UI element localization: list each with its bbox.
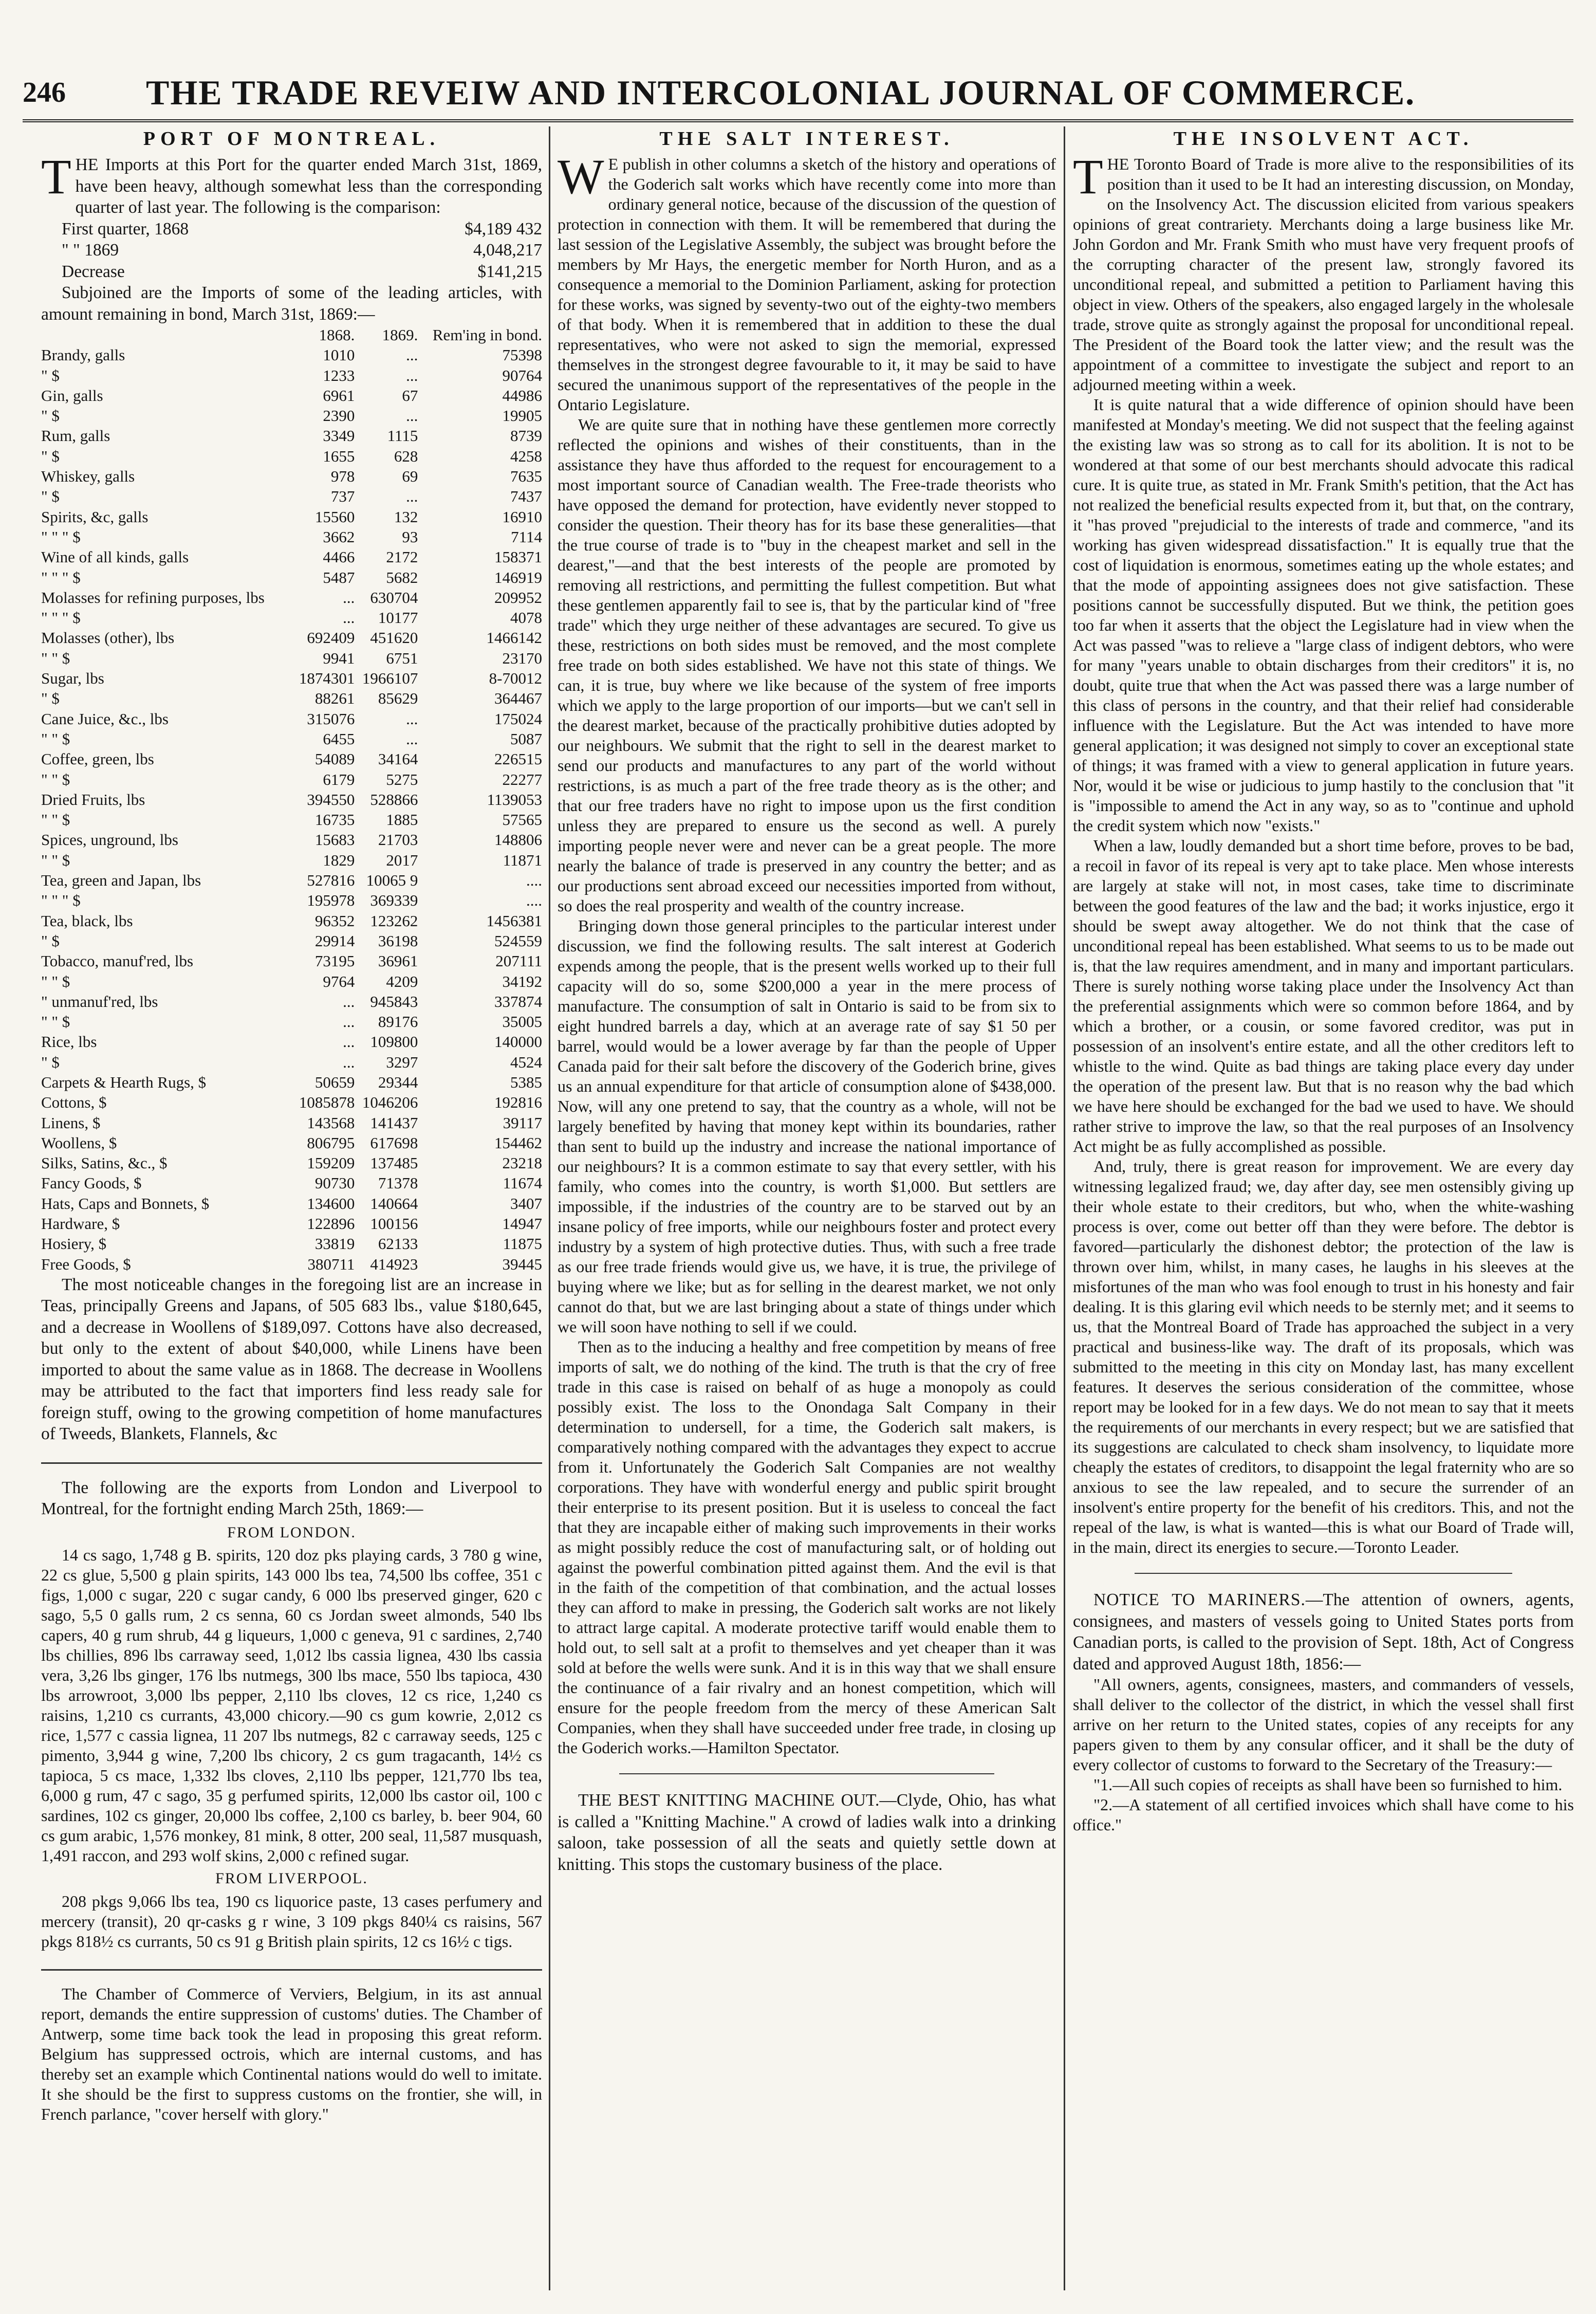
salt-paragraph-1: WE publish in other columns a sketch of the history and operations of the Goderich salt works which have recently come into more than ordinary general notice, because of the discussion of the question of protection in connection with them. It will be remembered that during the last session of the Legislative Assembly, the subject was brought before the members by Mr Hays, the energetic member for North Huron, and as a consequence a memorial to the Dominion Parliament, asking for protection for these works, was signed by seventy-two out of the eighty-two members of that body. When it is remembered that in addition to these the dual representatives, who were not asked to sign the memorial, expressed themselves in the strongest degree favourable to it, it may be said to have secured the unanimous support of the representatives of the people in the Ontario Legislature. (558, 149, 1056, 414)
import-value: 100156 (370, 1215, 418, 1233)
import-value: 15683 (314, 831, 355, 849)
article-name: " " $ (41, 811, 70, 829)
import-value: 4258 (510, 447, 542, 465)
article-name: Tobacco, manuf'red, lbs (41, 952, 194, 970)
section-divider (41, 1462, 542, 1464)
import-value: 10177 (378, 609, 418, 627)
table-row (41, 507, 542, 527)
import-value: 207111 (495, 952, 542, 970)
import-value: 122896 (307, 1215, 355, 1233)
exports-intro: The following are the exports from London and Liverpool to Montreal, for the fortnight ending March 25th, 1869:— (41, 1478, 542, 1519)
table-row (41, 486, 542, 506)
insolvent-paragraph-3: When a law, loudly demanded but a short time before, proves to be bad, a recoil in favor of its repeal is very apt to take place. Men whose interests are largely at stake will not, in most cases, take time to discriminate between the good features of the law and the bad; it works injustice, ergo it should be swept away altogether. We do not think that the case of unconditional repeal has been established. What seems to us to be made out is, that the law requires amendment, and in many and important particulars. There is surely nothing worse taking place under the Insolvency Act than the preferential assignments which were so common before 1864, and by which a brother, or a cousin, or some favored creditor, was put in possession of an insolvent's entire estate, and all the other creditors left to whistle to the wind. Quite as bad things are taking place every day under the operation of the present law. But that is no reason why the bad which we have here should be exchanged for the bad we used to have. We should rather strive to improve the law, so that the real purposes of an Insolvency Act might be as fully accomplished as possible. (1073, 836, 1574, 1155)
table-row (41, 1052, 542, 1072)
import-value: 15560 (314, 507, 355, 526)
article-name: Woollens, $ (41, 1133, 117, 1152)
import-value: 1046206 (362, 1093, 418, 1112)
import-value: 69 (402, 467, 418, 486)
article-name: " $ (41, 366, 60, 384)
import-value: 8739 (510, 427, 542, 445)
table-row (41, 789, 542, 810)
import-comparison (41, 218, 542, 283)
insolvent-paragraph-1: THE Toronto Board of Trade is more alive to the responsibilities of its position than it used to be It had an interesting discussion, on Monday, on the Insolvency Act. The discussion elicited from various speakers opinions of great contrariety. Merchants doing a large business like Mr. John Gordon and Mr. Frank Smith who must have very frequent proofs of the corrupting character of the present law, strongly favored its unconditional repeal, and submitted a petition to Parliament having this object in view. Others of the speakers, also engaged largely in the wholesale trade, strove quite as strongly against the proposal for unconditional repeal. The President of the Board took the latter view; and the result was the appointment of a committee to investigate the subject and report to an adjourned meeting within a week. (1073, 149, 1574, 394)
import-value: 14947 (502, 1215, 542, 1233)
notice-lead: NOTICE TO MARINERS. (1093, 1590, 1306, 1609)
import-value: 36198 (378, 931, 418, 950)
article-name: " " " $ (41, 568, 81, 586)
import-value: 89176 (378, 1013, 418, 1031)
import-value: 315076 (307, 709, 355, 728)
import-value: 6179 (323, 770, 355, 788)
article-name: Wine of all kinds, galls (41, 548, 189, 566)
import-value: 737 (330, 487, 355, 506)
article-name: Tea, green and Japan, lbs (41, 871, 201, 890)
import-value: 1085878 (299, 1093, 355, 1112)
import-value: 33819 (314, 1235, 355, 1253)
import-value: 3407 (510, 1194, 542, 1213)
table-row (41, 850, 542, 870)
import-value: 4078 (510, 609, 542, 627)
import-value: 75398 (502, 346, 542, 364)
table-row (41, 931, 542, 951)
table-row (41, 547, 542, 567)
header-rule (23, 119, 1573, 122)
article-name: Spirits, &c, galls (41, 507, 149, 526)
article-name: " " $ (41, 770, 70, 788)
article-name: " " $ (41, 1013, 70, 1031)
import-value: ... (406, 346, 418, 364)
import-value: 109800 (370, 1033, 418, 1051)
article-name: " $ (41, 931, 60, 950)
import-value: 3297 (386, 1053, 418, 1071)
article-name: Silks, Satins, &c., $ (41, 1154, 168, 1172)
import-value: 71378 (378, 1174, 418, 1192)
table-row (41, 446, 542, 466)
salt-paragraph-4: Then as to the inducing a healthy and free competition by means of free imports of salt, we do nothing of the kind. The truth is that the cry of free trade in this case is raised on behalf of as huge a monopoly as could possibly exist. The loss to the Onondaga Salt Company in their determination to undersell, for a time, the Goderich salt makers, is comparatively nothing compared with the advantages they expect to accrue from it. Unfortunately the Goderich Salt Companies are not wealthy corporations. They have with wonderful energy and public spirit brought their enterprise to its present position. But it is useless to conceal the fact that they are incapable either of making such improvements in their works as might possibly reduce the cost of manufacturing salt, or of holding out against the powerful combination pitted against them. And the evil is that in the faith of the competition of that combination, and the actual losses they can afford to make in pressing, the Goderich salt works are not likely to attract large capital. A moderate protective tariff would enable them to hold out, to sell salt at a profit to themselves and yet cheaper than it was sold at before the wells were sunk. And it is in this way that we shall ensure the continuance of a fair rivalry and an honest competition, which will ensure for the people freedom from the mercy of these American Salt Companies, when they shall have succeeded under free trade, in closing up the Goderich works.—Hamilton Spectator. (558, 1337, 1056, 1757)
import-value: 88261 (314, 689, 355, 708)
import-value: 19905 (502, 407, 542, 425)
import-value: 1829 (323, 851, 355, 869)
import-value: ... (343, 1033, 355, 1051)
article-name: Molasses (other), lbs (41, 629, 175, 647)
import-value: 11674 (503, 1174, 542, 1192)
import-value: 16735 (314, 811, 355, 829)
import-value: 978 (330, 467, 355, 486)
import-value: 141437 (370, 1113, 418, 1132)
import-value: ... (406, 729, 418, 748)
comparison-value: $141,215 (477, 262, 542, 281)
article-name: Sugar, lbs (41, 669, 104, 688)
import-value: 23218 (502, 1154, 542, 1172)
page-number: 246 (23, 77, 66, 108)
import-value: 16910 (502, 507, 542, 526)
table-row (41, 810, 542, 830)
article-name: " unmanuf'red, lbs (41, 992, 158, 1011)
import-value: 1655 (323, 447, 355, 465)
import-value: 4466 (323, 548, 355, 566)
import-value: ... (406, 407, 418, 425)
table-row (41, 749, 542, 769)
from-london-text: 14 cs sago, 1,748 g B. spirits, 120 doz pks playing cards, 3 780 g wine, 22 cs glue, 5,500 g plain spirits, 143 000 lbs tea, 74,500 lbs coffee, 351 c figs, 1,000 c sugar, 220 c sugar candy, 6 000 lbs preserved ginger, 620 c sago, 5,5 0 galls rum, 2 cs senna, 60 cs Jordan sweet almonds, 540 lbs capers, 40 g rum shrub, 44 g liqueurs, 1,000 c geneva, 91 c sardines, 2,740 lbs chillies, 896 lbs carraway seed, 1,012 lbs cassia lignea, 430 lbs cassia vera, 3,26 lbs ginger, 176 lbs nutmegs, 300 lbs mace, 550 lbs tapioca, 430 lbs arrowroot, 3,000 lbs pepper, 2,110 lbs cloves, 12 cs rice, 1,240 cs raisins, 1,210 cs currants, 43,000 chicory.—90 cs gum kowrie, 2,012 cs rice, 1,577 c cassia lignea, 11 207 lbs nutmegs, 82 c carraway seeds, 125 c pimento, 3,944 g wine, 7,200 lbs chicory, 2 cs gum tragacanth, 14½ cs tapioca, 5 cs mace, 1,332 lbs cloves, 2,110 lbs pepper, 121,770 lbs tea, 6,000 g rum, 47 c sago, 35 g perfumed spirits, 12,000 lbs castor oil, 100 c sardines, 102 cs ginger, 20,000 lbs coffee, 2,100 cs barley, b. beer 904, 60 cs gum arabic, 1,576 monkey, 81 mink, 8 otter, 200 seal, 11,587 musquash, 1,491 raccon, and 293 wolf skins, 2,000 c refined sugar. (41, 1546, 542, 1865)
import-value: ... (406, 709, 418, 728)
article-name: Hardware, $ (41, 1215, 120, 1233)
article-name: " $ (41, 689, 60, 708)
port-intro: THE Imports at this Port for the quarter ended March 31st, 1869, have been heavy, although somewhat less than the corresponding quarter of last year. The following is the comparison: (41, 149, 542, 217)
import-value: 23170 (502, 649, 542, 667)
article-name: " " $ (41, 972, 70, 990)
table-row (41, 1032, 542, 1052)
article-name: " " $ (41, 649, 70, 667)
section-divider (1135, 1573, 1512, 1574)
article-name: Whiskey, galls (41, 467, 135, 486)
port-of-montreal-heading: PORT OF MONTREAL. (143, 128, 440, 150)
import-value: ... (343, 588, 355, 607)
import-value: 3349 (323, 427, 355, 445)
article-name: Coffee, green, lbs (41, 750, 154, 768)
table-row (41, 769, 542, 789)
import-value: 90764 (502, 366, 542, 384)
import-value: 451620 (370, 629, 418, 647)
import-value: 617698 (370, 1133, 418, 1152)
import-value: 22277 (502, 770, 542, 788)
import-value: 36961 (378, 952, 418, 970)
article-name: " " $ (41, 729, 70, 748)
from-liverpool-text: 208 pkgs 9,066 lbs tea, 190 cs liquorice paste, 13 cases perfumery and mercery (transit), 20 qr-casks g r wine, 3 109 pkgs 840¼ cs raisins, 567 pkgs 818½ cs currants, 50 cs 91 g British plain spirits, 12 cs 16½ c tigs. (41, 1891, 542, 1951)
table-row (41, 466, 542, 486)
table-row (41, 628, 542, 648)
table-row (41, 911, 542, 931)
article-name: Carpets & Hearth Rugs, $ (41, 1073, 207, 1091)
salt-paragraph-2: We are quite sure that in nothing have these gentlemen more correctly reflected the opinions and wishes of their constituents, than in the assistance they have thus afforded to the request for encouragement to a most important source of Canadian wealth. The Free-trade theorists who have opposed the demand for protection, have evidently never stopped to consider the question. Their theory has for its base these generalities—that the true course of trade is to "buy in the cheapest market and sell in the dearest,"—and that the best interests of the people are promoted by removing all restrictions, and permitting the fullest competition. But what these gentlemen apparently fail to see is, that by the particular kind of "free trade" which they urge neither of these advantages are secured. To give us these, restrictions on both sides must be removed, and the most complete free trade on both sides established. We have not this state of things. We can, it is true, buy where we like because of the system of free imports which we apply to the large proportion of our imports—but we can't sell in the dearest market, because of the practically prohibitive duties adopted by our neighbours. We submit that the right to sell in the dearest market to send our products and manufactures to any part of the world without restrictions, is as much a part of the free trade theory as is the other; and that our free traders have no right to impose upon us the first condition unless they are prepared to ensure us the second as well. A purely importing people never were and never can be a great people. The more nearly the balance of trade is preserved in any country the better; and as our productions sent abroad exceed our necessities imported from without, so does the real prosperity and wealth of the country increase. (558, 415, 1056, 915)
import-value: 1115 (387, 427, 418, 445)
notice-item-2: "2.—A statement of all certified invoices which shall have come to his office." (1073, 1795, 1574, 1834)
comparison-row (62, 218, 542, 240)
import-value: 527816 (307, 871, 355, 890)
table-row (41, 1254, 542, 1274)
section-divider (41, 1969, 542, 1971)
import-value: 132 (394, 507, 418, 526)
table-row (41, 1072, 542, 1092)
import-value: 6961 (323, 386, 355, 405)
import-value: 5487 (323, 568, 355, 586)
table-row (41, 648, 542, 668)
import-value: 337874 (494, 992, 542, 1011)
import-value: .... (526, 871, 542, 890)
table-row (41, 1092, 542, 1112)
import-value: 628 (394, 447, 418, 465)
import-value: 159209 (307, 1154, 355, 1172)
table-header-cell: Rem'ing in bond. (432, 326, 542, 344)
article-name: Free Goods, $ (41, 1255, 131, 1273)
table-row (41, 426, 542, 446)
import-value: 35005 (502, 1013, 542, 1031)
imports-table (41, 325, 542, 1274)
import-value: 945843 (370, 992, 418, 1011)
column-2 (558, 126, 1056, 2290)
import-value: 134600 (307, 1194, 355, 1213)
import-value: 6455 (323, 729, 355, 748)
import-value: 1466142 (486, 629, 542, 647)
import-value: 2017 (386, 851, 418, 869)
import-value: 50659 (314, 1073, 355, 1091)
import-value: ... (406, 487, 418, 506)
table-row (41, 587, 542, 608)
from-liverpool-heading: FROM LIVERPOOL. (215, 1870, 368, 1887)
import-value: 67 (402, 386, 418, 405)
table-row (41, 668, 542, 688)
import-value: 44986 (502, 386, 542, 405)
table-row (41, 890, 542, 910)
article-name: Hosiery, $ (41, 1235, 107, 1253)
import-value: 1233 (323, 366, 355, 384)
import-value: 3662 (323, 527, 355, 546)
import-value: 394550 (307, 790, 355, 809)
import-value: 528866 (370, 790, 418, 809)
import-value: 146919 (494, 568, 542, 586)
import-value: 39117 (503, 1113, 542, 1132)
import-value: 90730 (314, 1174, 355, 1192)
article-name: Brandy, galls (41, 346, 125, 364)
table-row (41, 1153, 542, 1173)
insolvent-paragraph-4: And, truly, there is great reason for improvement. We are every day witnessing legalized fraud; we, day after day, see men ostensibly giving up their whole estate to their creditors, but who, when the white-washing process is over, come out better off than they were before. The debtor is favored—particularly the dishonest debtor; the protection of the law is thrown over him, whilst, in many cases, he laughs in his sleeves at the misfortunes of the man who was fool enough to trust in his honesty and fair dealing. It is this glaring evil which needs to be sternly met; and it seems to us, that the Montreal Board of Trade has approached the subject in a very practical and business-like way. The draft of its proposals, which was submitted to the meeting in this city on Monday last, has many excellent features. It deserves the serious consideration of the committee, whose report may be looked for in a few days. We do not mean to say that it meets the requirements of our merchants in every respect; but we are satisfied that its suggestions are calculated to check sham insolvency, to liquidate more cheaply the estates of creditors, to disappoint the legal fraternity who are so anxious to see the law repealed, and to secure the surrender of an insolvent's entire property for the benefit of his creditors. This, and not the repeal of the law, is what is wanted—this is what our Board of Trade will, in the main, direct its energies to secure.—Toronto Leader. (1073, 1157, 1574, 1556)
table-row (41, 830, 542, 850)
table-row (41, 1234, 542, 1254)
notice-to-mariners (1073, 1589, 1574, 1675)
import-value: 1456381 (486, 911, 542, 930)
import-value: 1885 (386, 811, 418, 829)
table-row (41, 729, 542, 749)
import-value: 8-70012 (489, 669, 542, 688)
import-value: 806795 (307, 1133, 355, 1152)
table-row (41, 1012, 542, 1032)
import-value: 1966107 (362, 669, 418, 688)
import-value: 209952 (494, 588, 542, 607)
import-value: 57565 (502, 811, 542, 829)
article-name: Rum, galls (41, 427, 110, 445)
article-name: Dried Fruits, lbs (41, 790, 145, 809)
article-name: Spices, unground, lbs (41, 831, 178, 849)
table-row (41, 385, 542, 406)
table-header-cell (41, 325, 291, 345)
import-value: 39445 (502, 1255, 542, 1273)
table-row (41, 567, 542, 587)
table-header-cell: 1869. (382, 326, 418, 344)
comparison-label: Decrease (62, 262, 125, 281)
import-value: 524559 (494, 931, 542, 950)
article-name: " $ (41, 487, 60, 506)
comparison-row (62, 261, 542, 283)
import-value: 143568 (307, 1113, 355, 1132)
import-value: ... (343, 1053, 355, 1071)
article-name: Hats, Caps and Bonnets, $ (41, 1194, 210, 1213)
comparison-row (62, 240, 542, 261)
insolvent-act-heading: THE INSOLVENT ACT. (1173, 128, 1474, 150)
article-name: " $ (41, 407, 60, 425)
column-rule (549, 126, 550, 2290)
import-value: 29914 (314, 931, 355, 950)
import-value: 10065 9 (366, 871, 418, 890)
import-value: 140664 (370, 1194, 418, 1213)
table-row (41, 709, 542, 729)
article-name: Cottons, $ (41, 1093, 107, 1112)
table-row (41, 870, 542, 890)
comparison-label: First quarter, 1868 (62, 219, 189, 238)
import-value: 630704 (370, 588, 418, 607)
import-value: 11875 (503, 1235, 542, 1253)
table-row (41, 688, 542, 708)
import-value: 195978 (307, 891, 355, 910)
table-header-cell: 1868. (319, 326, 355, 344)
table-row (41, 1113, 542, 1133)
import-value: 148806 (494, 831, 542, 849)
import-value: 5087 (510, 729, 542, 748)
article-name: " $ (41, 1053, 60, 1071)
import-value: 4524 (510, 1053, 542, 1071)
notice-text: —The attention of owners, agents, consignees, and masters of vessels going to United States ports from Canadian ports, is called to the provision of Sept. 18th, Act of Congress dated and approved August 18th, 1856:— (1073, 1590, 1574, 1674)
article-name: " " " $ (41, 527, 81, 546)
import-value: 34192 (502, 972, 542, 990)
article-name: " $ (41, 447, 60, 465)
import-value: 73195 (314, 952, 355, 970)
article-name: Gin, galls (41, 386, 103, 405)
import-value: 414923 (370, 1255, 418, 1273)
import-value: 11871 (503, 851, 542, 869)
import-value: 34164 (378, 750, 418, 768)
import-value: 62133 (378, 1235, 418, 1253)
import-value: 2172 (386, 548, 418, 566)
import-value: 54089 (314, 750, 355, 768)
import-value: 7437 (510, 487, 542, 506)
article-name: Tea, black, lbs (41, 911, 133, 930)
section-divider (619, 1773, 994, 1774)
comparison-label: " " 1869 (62, 241, 119, 260)
article-name: Rice, lbs (41, 1033, 97, 1051)
import-value: 9941 (323, 649, 355, 667)
article-name: Fancy Goods, $ (41, 1174, 142, 1192)
import-value: ... (343, 609, 355, 627)
publication-title: THE TRADE REVEIW AND INTERCOLONIAL JOURNAL OF COMMERCE. (146, 73, 1416, 112)
import-value: 380711 (307, 1255, 355, 1273)
import-value: 9764 (323, 972, 355, 990)
import-value: 154462 (494, 1133, 542, 1152)
article-name: " " " $ (41, 891, 81, 910)
import-value: 85629 (378, 689, 418, 708)
import-value: 175024 (494, 709, 542, 728)
import-value: ... (343, 1013, 355, 1031)
import-value: 692409 (307, 629, 355, 647)
import-value: 2390 (323, 407, 355, 425)
table-row (41, 951, 542, 971)
column-rule (1064, 126, 1065, 2290)
import-value: 5385 (510, 1073, 542, 1091)
comparison-value: $4,189 432 (465, 219, 542, 238)
table-row (41, 345, 542, 365)
page-header (23, 68, 1573, 117)
import-value: 5275 (386, 770, 418, 788)
notice-item-1: "1.—All such copies of receipts as shall have been so furnished to him. (1093, 1775, 1563, 1794)
import-value: 1874301 (299, 669, 355, 688)
table-row (41, 365, 542, 385)
import-value: 93 (402, 527, 418, 546)
import-value: 123262 (370, 911, 418, 930)
import-value: 158371 (494, 548, 542, 566)
table-row (41, 1193, 542, 1214)
import-value: 96352 (314, 911, 355, 930)
table-row (41, 1173, 542, 1193)
notice-quote: "All owners, agents, consignees, masters, and commanders of vessels, shall deliver to the collector of the district, in which the vessel shall first arrive on her return to the United states, copies of any receipts for any papers given to them by any consular officer, and it shall be the duty of every collector of customs to forward to the Secretary of the Treasury:— (1073, 1675, 1574, 1774)
comparison-value: 4,048,217 (473, 241, 542, 260)
imports-remarks: The most noticeable changes in the foregoing list are an increase in Teas, principally Greens and Japans, of 505 683 lbs., value $180,645, and a decrease in Woollens of $189,097. Cottons have also decreased, but only to the extent of about $40,000, while Linens have been imported to about the same value as in 1868. The decrease in Woollens may be attributed to the fact that importers find less ready sale for foreign stuff, owing to the growing competition of home manufactures of Tweeds, Blankets, Flannels, &c (41, 1275, 542, 1444)
import-value: 140000 (494, 1033, 542, 1051)
import-value: 5682 (386, 568, 418, 586)
knitting-machine-paragraph: THE BEST KNITTING MACHINE OUT.—Clyde, Ohio, has what is called a "Knitting Machine." A crowd of ladies walk into a drinking saloon, take possession of all the seats and quietly settle down at knitting. This stops the customary business of the place. (558, 1791, 1056, 1874)
article-name: Linens, $ (41, 1113, 101, 1132)
article-name: " " $ (41, 851, 70, 869)
table-row (41, 971, 542, 991)
article-name: Cane Juice, &c., lbs (41, 709, 169, 728)
salt-paragraph-3: Bringing down those general principles to the particular interest under discussion, we find the following results. The salt interest at Goderich expends among the people, that is the present wells worked up to their full capacity will do so, some $200,000 a year in the mere process of manufacture. The consumption of salt in Ontario is said to be from six to eight hundred barrels a day, which at an average rate of say $1 50 per barrel, would would be a lower average by far than the people of Upper Canada paid for their salt before the discovery of the Goderich brine, gives us an annual expenditure for that article of consumption alone of $438,000. Now, will any one pretend to say, that the country as a whole, will not be largely benefited by having that money kept within its boundaries, rather than sent to build up the industry and increase the national importance of our neighbours? It is a common estimate to say that every settler, with his family, who comes into the country, is worth $1,000. But settlers are impossible, if the industries of the country are to be starved out by an insane policy of free imports, while our neighbours foster and protect every industry by a system of high protective duties. Thus, with such a free trade as our free trade friends would give us, we have, it is true, the privilege of buying where we like; but as for selling in the dearest market, we not only cannot do that, but we are last bringing about a state of things under which we will soon have nothing to sell if we could. (558, 916, 1056, 1336)
article-name: Molasses for refining purposes, lbs (41, 588, 265, 607)
table-row (41, 1133, 542, 1153)
insolvent-paragraph-2: It is quite natural that a wide difference of opinion should have been manifested at Monday's meeting. We did not suspect that the feeling against the existing law was so strong as to call for its abolition. It is not to be wondered at that some of our best merchants should advocate this radical cure. It is quite true, as stated in Mr. Frank Smith's petition, that the Act has not realized the beneficial results expected from it, but that, on the contrary, it "has proved "prejudicial to the interests of trade and commerce, "and its working has given widespread dissatisfaction." It is equally true that the cost of liquidation is enormous, sometimes eating up the whole estates; and that the mode of appointing assignees does not give satisfaction. These positions cannot be successfully disputed. But we think, the petition goes too far when it asserts that the object the Legislature had in view when the Act was passed "was to relieve a "large class of indigent debtors, who were for many "years unable to obtain discharges from their creditors" it is, no doubt, quite true that when the Act was passed there was a large number of this class of persons in the country, and that their relief had considerable influence with the Legislature. But the Act was intended to have more general application; it was designed not simply to cover an exceptional state of things; it was framed with a view to general application in future years. Nor, would it be wise or judicious to jump hastily to the conclusion that "it is "impossible to amend the Act in any way, so as to "continue and uphold the credit system which now "exists." (1073, 395, 1574, 835)
import-value: 192816 (494, 1093, 542, 1112)
salt-interest-heading: THE SALT INTEREST. (659, 128, 954, 150)
import-value: 1010 (323, 346, 355, 364)
import-value: 7635 (510, 467, 542, 486)
import-value: 6751 (386, 649, 418, 667)
import-value: ... (406, 366, 418, 384)
import-value: 369339 (370, 891, 418, 910)
column-3 (1073, 126, 1574, 2290)
import-value: 137485 (370, 1154, 418, 1172)
import-value: 364467 (494, 689, 542, 708)
import-value: 7114 (511, 527, 542, 546)
subjoined-text: Subjoined are the Imports of some of the leading articles, with amount remaining in bond, March 31st, 1869:— (41, 283, 542, 324)
table-row (41, 406, 542, 426)
import-value: 226515 (494, 750, 542, 768)
import-value: 21703 (378, 831, 418, 849)
table-row (41, 608, 542, 628)
from-london-heading: FROM LONDON. (227, 1523, 356, 1541)
table-row (41, 527, 542, 547)
import-value: ... (343, 992, 355, 1011)
import-value: .... (526, 891, 542, 910)
import-value: 29344 (378, 1073, 418, 1091)
table-row (41, 991, 542, 1012)
import-value: 1139053 (487, 790, 542, 809)
import-value: 4209 (386, 972, 418, 990)
column-1 (41, 126, 542, 2290)
verviers-text: The Chamber of Commerce of Verviers, Belgium, in its ast annual report, demands the entire suppression of customs' duties. The Chamber of Antwerp, some time back took the lead in proposing this great reform. Belgium has suppressed octrois, which are internal customs, and has thereby set an example which Continental nations would do well to imitate. It she should be the first to suppress customs on the frontier, she will, in French parlance, "cover herself with glory." (41, 1984, 542, 2123)
article-name: " " " $ (41, 609, 81, 627)
table-row (41, 1214, 542, 1234)
